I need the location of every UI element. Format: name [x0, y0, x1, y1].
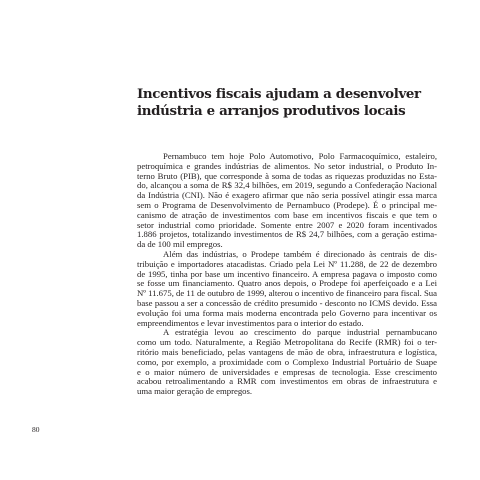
text-line: ritório mais beneficiado, pelas vantagens de mão de obra, infraestrutura e logística,: [137, 346, 437, 357]
text-line: tribuição e importadores atacadistas. Criado pela Lei Nº 11.288, de 22 de dezembro: [137, 258, 437, 269]
article-title-line: indústria e arranjos produtivos locais: [137, 103, 406, 119]
text-line: terno Bruto (PIB), que corresponde à soma de todas as riquezas produzidas no Esta-: [137, 170, 437, 181]
text-line: A estratégia levou ao crescimento do parque industrial pernambucano: [163, 327, 437, 338]
text-line: sem o Programa de Desenvolvimento de Pernambuco (Prodepe). É o principal me-: [137, 199, 437, 210]
text-line: Pernambuco tem hoje Polo Automotivo, Polo Farmacoquímico, estaleiro,: [163, 151, 437, 161]
text-line: base passou a ser a concessão de crédito presumido - desconto no ICMS devido. Essa: [137, 297, 437, 308]
text-line: do, alcançou a soma de R$ 32,4 bilhões, em 2019, segundo a Confederação Nacional: [137, 180, 437, 191]
text-line: da Indústria (CNI). Não é exagero afirmar que não seria possível atingir essa marca: [137, 190, 437, 201]
text-line: setor industrial como prioridade. Somente entre 2007 e 2020 foram incentivados: [137, 219, 437, 230]
text-line: de 1995, tinha por base um incentivo financeiro. A empresa pagava o imposto como: [137, 268, 437, 279]
paragraph-3: [137, 328, 437, 397]
text-line: acabou retroalimentando a RMR com investimentos em obras de infraestrutura e: [137, 376, 437, 387]
text-line: canismo de atração de investimentos com base em incentivos fiscais e que tem o: [137, 209, 437, 220]
text-line: e o maior número de universidades e empresas de tecnologia. Esse crescimento: [137, 366, 437, 377]
text-line: petroquímica e grandes indústrias de alimentos. No setor industrial, o Produto In-: [137, 160, 437, 171]
text-line: Nº 11.675, de 11 de outubro de 1999, alterou o incentivo de financeiro para fiscal. Sua: [137, 288, 437, 299]
article-title-line: Incentivos fiscais ajudam a desenvolver: [137, 86, 421, 102]
text-line: se fosse um financiamento. Quatro anos depois, o Prodepe foi aperfeiçoado e a Lei: [137, 278, 437, 289]
article-title: [137, 86, 457, 120]
paragraph-1: [137, 152, 437, 250]
text-line: Além das indústrias, o Prodepe também é direcionado às centrais de dis-: [163, 248, 437, 259]
text-line: 1.886 projetos, totalizando investimentos de R$ 24,7 bilhões, com a geração estima-: [137, 229, 437, 240]
text-line: da de 100 mil empregos.: [137, 239, 223, 250]
page-number: 80: [32, 425, 40, 434]
text-line: uma maior geração de empregos.: [137, 386, 253, 397]
text-line: evolução foi uma forma mais moderna encontrada pelo Governo para incentivar os: [137, 307, 437, 318]
paragraph-2: [137, 250, 437, 328]
text-line: como um todo. Naturalmente, a Região Metropolitana do Recife (RMR) foi o ter-: [137, 337, 437, 348]
text-line: empreendimentos e levar investimentos para o interior do estado.: [137, 317, 364, 328]
article-body: [137, 152, 437, 397]
text-line: como, por exemplo, a proximidade com o Complexo Industrial Portuário de Suape: [137, 356, 437, 367]
